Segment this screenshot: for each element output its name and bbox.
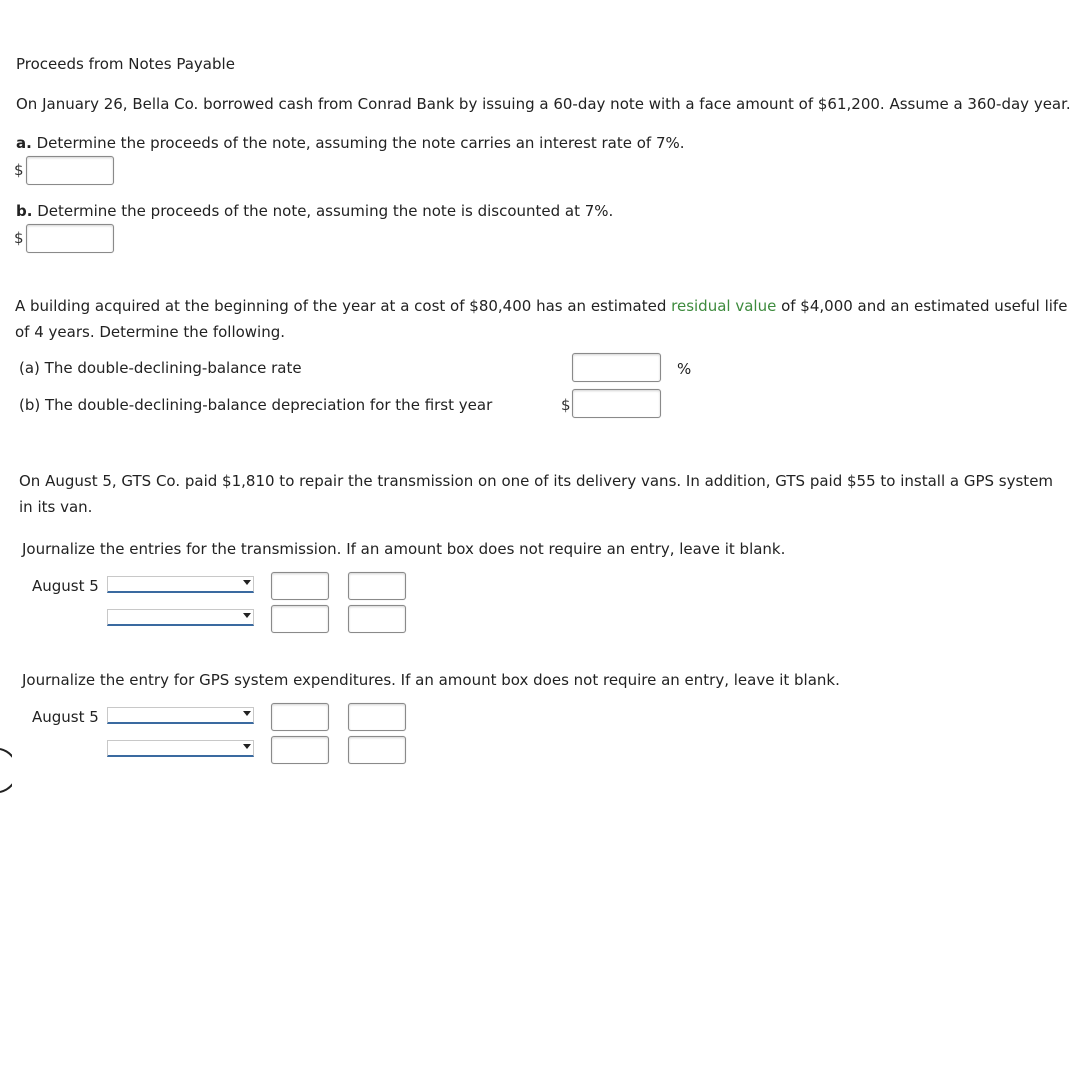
account-select[interactable]	[107, 576, 254, 593]
part-a-text: Determine the proceeds of the note, assuming the note carries an interest rate of 7%.	[36, 134, 685, 152]
currency-symbol: $	[14, 161, 24, 179]
percent-sign: %	[677, 360, 692, 378]
part-a-question	[16, 134, 685, 152]
chevron-down-icon	[243, 711, 251, 716]
gps-instruction: Journalize the entry for GPS system expenditures. If an amount box does not require an entry, leave it blank.	[22, 671, 840, 689]
chevron-down-icon	[243, 580, 251, 585]
ddb-depreciation-input[interactable]	[572, 389, 661, 418]
account-select[interactable]	[107, 609, 254, 626]
account-select[interactable]	[107, 740, 254, 757]
debit-input[interactable]	[271, 703, 329, 731]
journal-date-label: August 5	[32, 708, 99, 726]
credit-input[interactable]	[348, 605, 406, 633]
ddb-rate-label: (a) The double-declining-balance rate	[19, 359, 302, 377]
section-title: Proceeds from Notes Payable	[16, 55, 235, 73]
ddb-depreciation-label: (b) The double-declining-balance depreciation for the first year	[19, 396, 493, 414]
debit-input[interactable]	[271, 605, 329, 633]
credit-input[interactable]	[348, 703, 406, 731]
credit-input[interactable]	[348, 572, 406, 600]
building-intro	[15, 293, 1073, 345]
part-b-text: Determine the proceeds of the note, assuming the note is discounted at 7%.	[37, 202, 614, 220]
part-a-letter: a.	[16, 134, 32, 152]
transmission-instruction: Journalize the entries for the transmission. If an amount box does not require an entry, leave it blank.	[22, 540, 786, 558]
part-b-letter: b.	[16, 202, 33, 220]
debit-input[interactable]	[271, 572, 329, 600]
proceeds-interest-input[interactable]	[26, 156, 114, 185]
residual-value-link[interactable]: residual value	[671, 297, 777, 315]
chevron-down-icon	[243, 744, 251, 749]
account-select[interactable]	[107, 707, 254, 724]
gts-intro: On August 5, GTS Co. paid $1,810 to repair the transmission on one of its delivery vans. In addition, GTS paid $55 to install a GPS system in its van.	[19, 472, 1054, 516]
debit-input[interactable]	[271, 736, 329, 764]
proceeds-discount-input[interactable]	[26, 224, 114, 253]
ddb-rate-input[interactable]	[572, 353, 661, 382]
currency-symbol: $	[561, 396, 571, 414]
chevron-down-icon	[243, 613, 251, 618]
currency-symbol: $	[14, 229, 24, 247]
journal-date-label: August 5	[32, 577, 99, 595]
building-text-before: A building acquired at the beginning of the year at a cost of $80,400 has an estimated	[15, 297, 672, 315]
partial-circle-icon	[0, 746, 12, 796]
part-b-question	[16, 202, 613, 220]
building-text-after: of $4,000 and an estimated useful life of 4 years. Determine the following.	[15, 297, 1068, 341]
notes-intro: On January 26, Bella Co. borrowed cash from Conrad Bank by issuing a 60-day note with a face amount of $61,200. Assume a 360-day year.	[16, 95, 1071, 113]
credit-input[interactable]	[348, 736, 406, 764]
